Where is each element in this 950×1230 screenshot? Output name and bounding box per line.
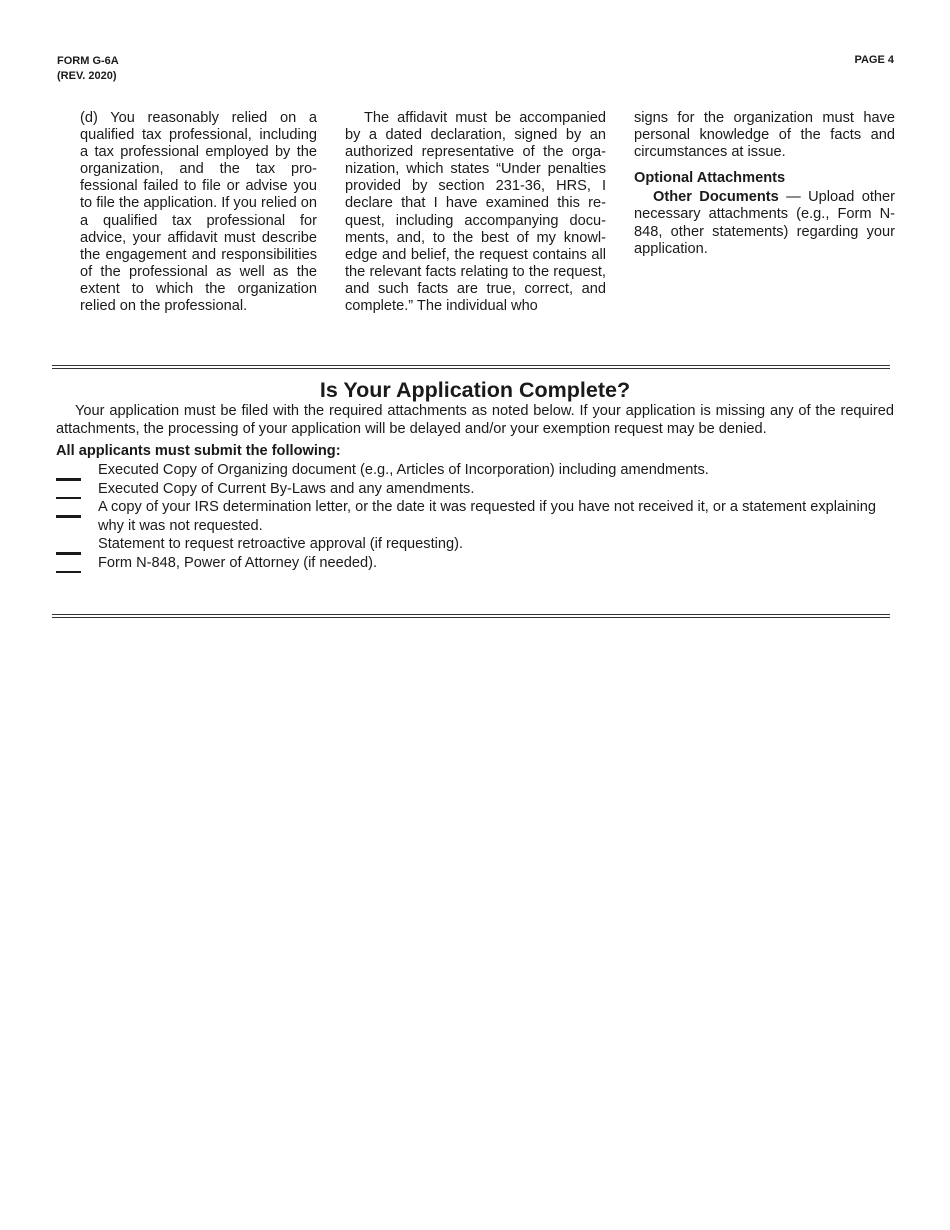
column-1 [80,110,317,315]
checkbox-line[interactable] [56,515,81,518]
all-applicants-heading: All applicants must submit the following: [56,443,341,459]
affidavit-paragraph: The affidavit must be accompanied by a dated declaration, signed by an authorized representative of the organization, which states “Under penalties provided by section 231-36, HRS, I declare that I have examined this request, including accompanying documents, and, to the best of my knowledge and belief, the request contains all the relevant facts relating to the request, and such facts are true, correct, and complete.” The individual who [345,110,606,315]
checklist-item-label: Executed Copy of Organizing document (e.g., Articles of Incorporation) including amendments. [98,462,709,478]
checklist-item [56,498,886,535]
form-header [57,54,119,84]
checklist-item-label: Statement to request retroactive approval (if requesting). [98,536,464,553]
checklist-item-label: Form N-848, Power of Attorney (if needed). [98,554,378,571]
checklist-item [56,535,886,554]
other-documents-text: — Upload other necessary attachments (e.g., Form N-848, other statements) regarding your application. [634,189,895,257]
checklist-item-label: A copy of your IRS determination letter, or the date it was requested if you have not received it, or a statement explaining why it was not requested. [98,499,876,534]
form-revision: (REV. 2020) [57,70,117,82]
optional-attachments-heading: Optional Attachments [634,170,786,187]
form-id: FORM G-6A [57,55,119,67]
other-documents-label: Other Documents [653,189,779,206]
signer-paragraph: signs for the organization must have personal knowledge of the facts and circumstances at issue. [634,110,895,161]
section-divider-bottom [52,614,890,618]
checklist-item [56,480,886,499]
column-3 [634,110,895,258]
checkbox-line[interactable] [56,571,81,574]
page-number: PAGE 4 [854,54,894,66]
attachment-checklist [56,461,886,573]
section-divider-top [52,365,890,369]
column-2 [345,110,606,315]
checklist-item-label: Executed Copy of Current By-Laws and any amendments. [98,480,475,497]
checklist-item [56,461,886,480]
reliance-paragraph: (d) You reasonably relied on a qualified tax professional, including a tax professional employed by the organization, and the tax professional failed to file or advise you to file the application. If you relied on a qualified tax professional for advice, your affidavit must describe the engagement and responsibilities of the professional as well as the extent to which the organization relied on the professional. [80,110,317,315]
other-documents-paragraph [634,189,895,257]
checklist-item [56,554,886,573]
completion-title: Is Your Application Complete? [319,378,631,402]
completion-intro: Your application must be filed with the required attachments as noted below. If your application is missing any of the required attachments, the processing of your application will be delayed and/or your exemption request may be denied. [56,403,894,437]
